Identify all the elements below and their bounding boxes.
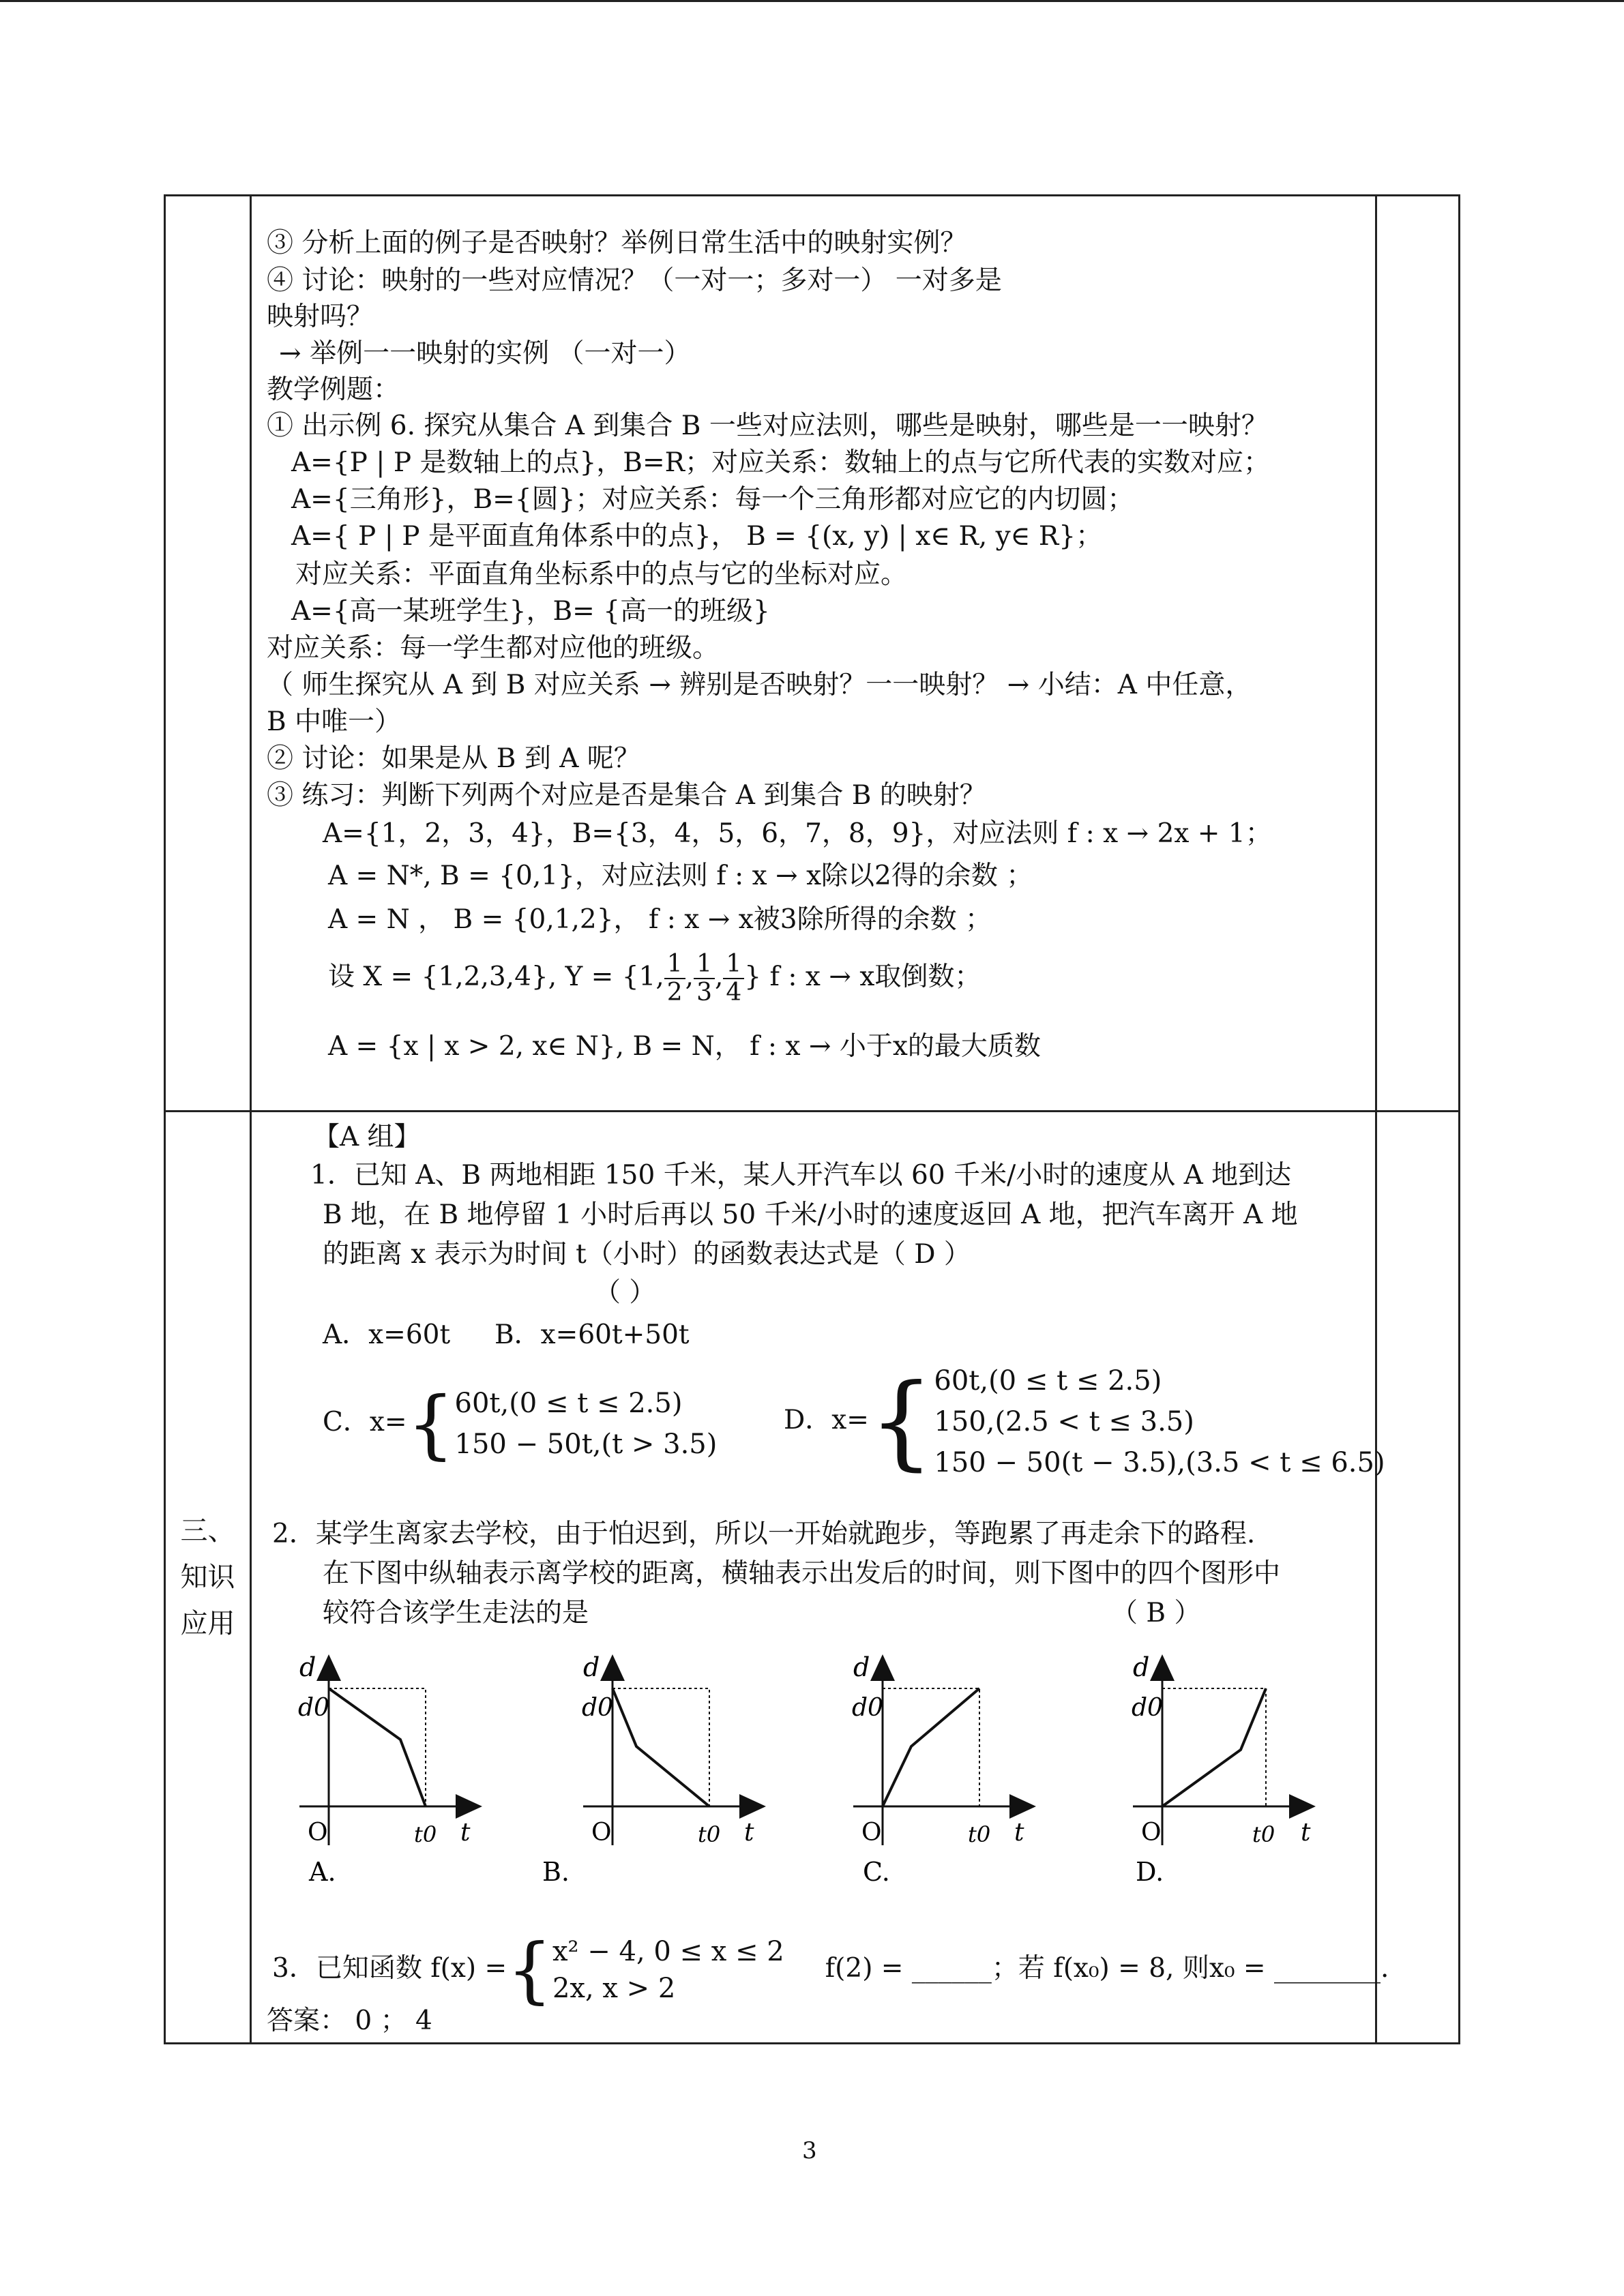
dotted-guide [329,1688,426,1806]
graph-caption: C. [863,1857,890,1887]
graph-a [298,1652,480,1887]
text-line: A = {x | x > 2, x∈ N}, B = N， f : x → 小于x的最大质数 [328,1031,1041,1062]
x-label: t [460,1819,471,1847]
text-line: A={三角形}，B={圆}；对应关系：每一个三角形都对应它的内切圆； [291,484,1134,515]
graph-c [852,1652,1034,1887]
q1-option-d: D．x={ 60t,(0 ≤ t ≤ 2.5) 150,(2.5 < t ≤ 3.5) 150 − 50(t − 3.5),(3.5 < t ≤ 6.5) [784,1359,1385,1483]
row2-right-cell [1376,1112,1460,2044]
text-line: ③ 练习：判断下列两个对应是否是集合 A 到集合 B 的映射？ [267,780,986,811]
q2-line: 在下图中纵轴表示离学校的距离，横轴表示出发后的时间，则下图中的四个图形中 [323,1558,1281,1589]
origin-label: O [1141,1819,1162,1847]
d0-label: d0 [1132,1694,1163,1722]
q1-option-c: C．x={ 60t,(0 ≤ t ≤ 2.5) 150 − 50t,(t > 3.5) [323,1380,718,1467]
option-c-cases: 60t,(0 ≤ t ≤ 2.5) 150 − 50t,(t > 3.5) [454,1388,718,1460]
text-line: → 举例一一映射的实例 （一对一） [279,338,691,369]
section-label-line: 三、 [180,1515,235,1547]
graph-curve [883,1688,979,1806]
graph-caption: A. [309,1857,336,1887]
section-label-line: 知识 [180,1562,235,1593]
y-label: d [583,1652,600,1682]
x-label: t [1301,1819,1311,1847]
text-line: ① 出示例 6. 探究从集合 A 到集合 B 一些对应法则，哪些是映射，哪些是一一映射？ [267,411,1268,441]
origin-label: O [861,1819,882,1847]
d0-label: d0 [852,1694,883,1722]
text-line: （ 师生探究从 A 到 B 对应关系 → 辨别是否映射？一一映射？ → 小结：A 中任意， [267,670,1252,700]
text-line: A = N ， B = {0,1,2}， f : x → x被3除所得的余数 ； [328,904,992,935]
graph-d [1132,1652,1314,1887]
q2-graphs [286,1651,1350,1887]
text-line: 对应关系：平面直角坐标系中的点与它的坐标对应。 [295,559,908,590]
y-label: d [299,1652,316,1682]
dotted-guide [883,1688,979,1806]
graph-b [542,1652,764,1887]
x-label: t [744,1819,754,1847]
q3-line: 3．已知函数 f(x) ={ x² − 4, 0 ≤ x ≤ 2 2x, x > 2 f(2) = ______；若 f(x₀) = 8, 则x₀ = ________. [272,1928,1389,2012]
set-xy-suffix: } f : x → x取倒数； [744,961,981,992]
y-label: d [853,1652,870,1682]
q2-line: 2．某学生离家去学校，由于怕迟到，所以一开始就跑步，等跑累了再走余下的路程. [272,1519,1256,1549]
dotted-guide [1162,1688,1266,1806]
group-heading: 【A 组】 [313,1122,421,1152]
text-line: 映射吗？ [267,301,374,332]
y-label: d [1133,1652,1150,1682]
text-line: 对应关系：每一学生都对应他的班级。 [267,633,720,664]
q2-answer: （ B ） [1111,1598,1201,1628]
text-line: ② 讨论：如果是从 B 到 A 呢？ [267,743,640,774]
dotted-guide [612,1688,709,1806]
set-xy-line: 设 X = {1,2,3,4}, Y = {1, $\frac{1}{2}$ , $\frac{1}{3}$ , $\frac{1}{4}$ } f : x → x取倒数； [328,950,981,1007]
text-line: A={1，2，3，4}，B={3，4，5，6，7，8，9}，对应法则 f : x → 2x + 1； [323,818,1272,849]
graph-caption: B. [542,1857,570,1887]
t0-label: t0 [968,1821,991,1847]
q2-line: 较符合该学生走法的是 [323,1598,589,1628]
t0-label: t0 [1252,1821,1275,1847]
x-label: t [1014,1819,1024,1847]
text-line: A={ P | P 是平面直角体系中的点}， B = {(x, y) | x∈ R, y∈ R}； [291,521,1103,552]
answer-line: 答案： 0 ； 4 [267,2006,432,2036]
row2-content-cell [251,1112,1389,2044]
lesson-table [164,194,1460,2044]
q1-option-a: A．x=60t [323,1320,451,1350]
section-label-line: 应用 [180,1608,235,1639]
q1-option-b: B．x=60t+50t [494,1320,690,1350]
page-number: 3 [802,2137,817,2164]
graph-curve [1162,1688,1266,1806]
row1-right-cell [1376,196,1460,1112]
set-xy-prefix: 设 X = {1,2,3,4}, Y = {1, [328,961,664,992]
row1-content-cell [251,196,1376,1112]
q3-cases: x² − 4, 0 ≤ x ≤ 2 2x, x > 2 [552,1936,784,2004]
text-line: B 中唯一） [267,706,402,737]
fraction-1-3: $\frac{1}{3}$ [694,951,715,1007]
graph-curve [612,1688,709,1806]
graph-caption: D. [1136,1857,1164,1887]
text-line: 教学例题： [267,374,400,405]
q1-line: B 地，在 B 地停留 1 小时后再以 50 千米/小时的速度返回 A 地，把汽车离开 A 地 [323,1199,1298,1230]
section-label-cell [165,1112,251,2044]
option-d-cases: 60t,(0 ≤ t ≤ 2.5) 150,(2.5 < t ≤ 3.5) 150 − 50(t − 3.5),(3.5 < t ≤ 6.5) [934,1365,1385,1478]
d0-label: d0 [298,1694,329,1722]
text-line: ③ 分析上面的例子是否映射？举例日常生活中的映射实例？ [267,228,967,258]
q1-blank: （ ） [594,1277,656,1308]
graph-curve [329,1688,426,1806]
text-line: A={P | P 是数轴上的点}，B=R；对应关系：数轴上的点与它所代表的实数对应； [291,447,1270,478]
fraction-1-2: $\frac{1}{2}$ [664,951,685,1007]
text-line: A = N*, B = {0,1}，对应法则 f : x → x除以2得的余数 ； [328,861,1033,891]
row1-label-cell [165,196,251,1112]
t0-label: t0 [414,1821,437,1847]
text-line: A={高一某班学生}，B= {高一的班级} [291,596,770,627]
q1-line: 1．已知 A、B 两地相距 150 千米，某人开汽车以 60 千米/小时的速度从 A 地到达 [310,1160,1292,1191]
t0-label: t0 [698,1821,721,1847]
q1-line: 的距离 x 表示为时间 t（小时）的函数表达式是（ D ） [323,1239,971,1270]
d0-label: d0 [582,1694,613,1722]
origin-label: O [308,1819,328,1847]
origin-label: O [591,1819,612,1847]
fraction-1-4: $\frac{1}{4}$ [723,951,744,1007]
text-line: ④ 讨论：映射的一些对应情况？（一对一；多对一） 一对多是 [267,265,1002,296]
